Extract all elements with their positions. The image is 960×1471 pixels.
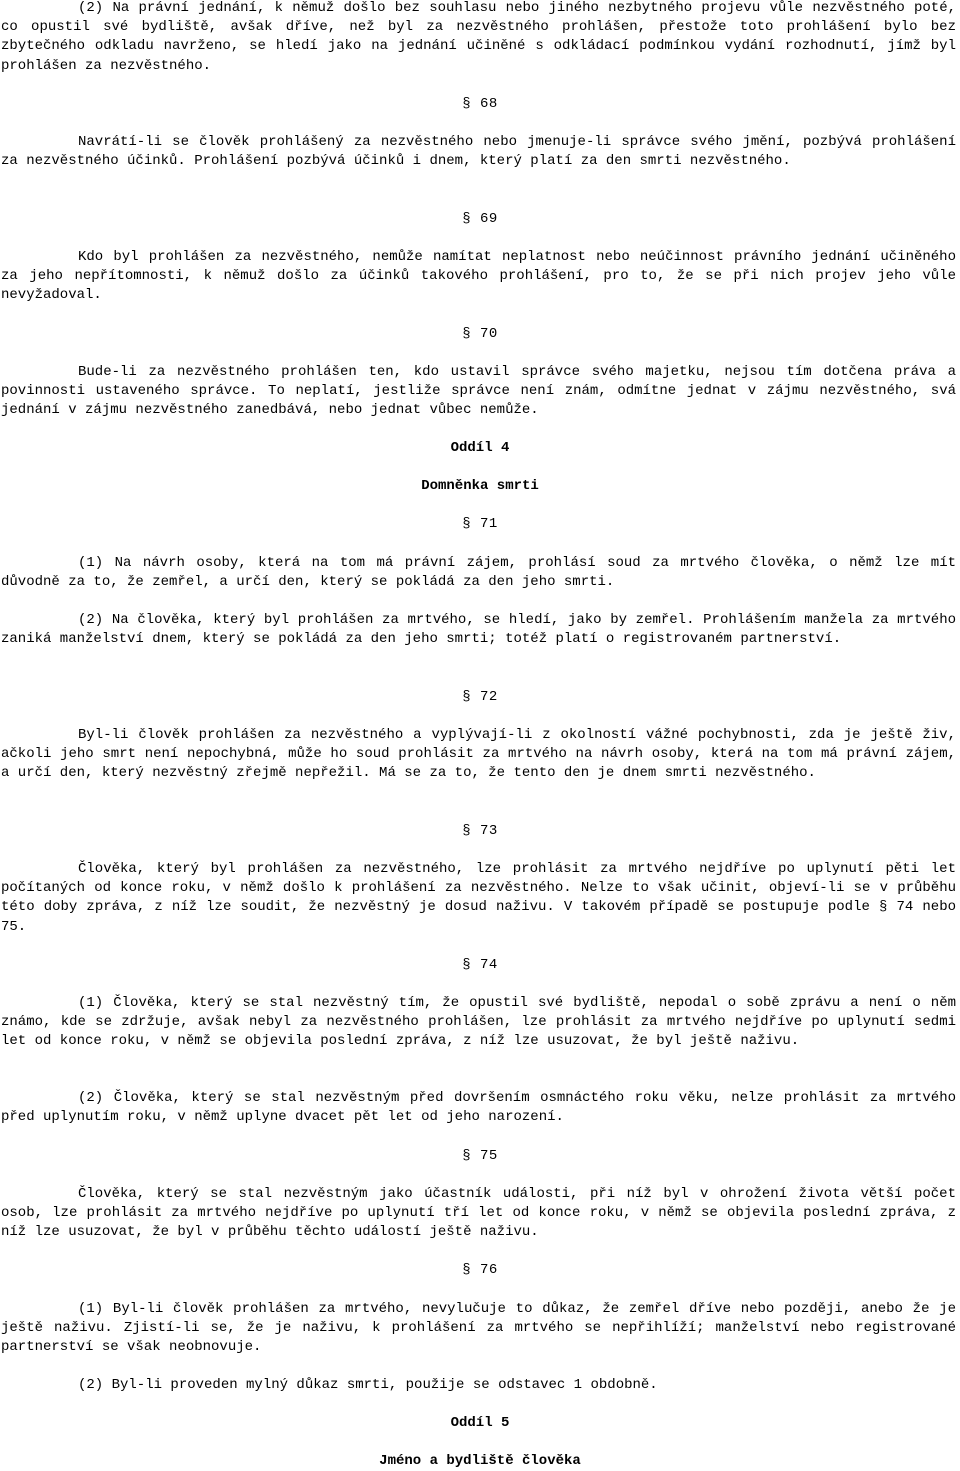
section-68-heading: § 68 (462, 96, 498, 112)
section-72-heading: § 72 (462, 689, 498, 705)
division-5-title: Oddíl 5 (450, 1415, 510, 1431)
section-74-heading: § 74 (462, 957, 498, 973)
section-73-heading: § 73 (462, 823, 498, 839)
section-69-text: Kdo byl prohlášen za nezvěstného, nemůže namítat neplatnost nebo neúčinnost právního jednání učiněného za jeho nepřítomnosti, k němuž došlo za účinků takového prohlášení, pro to, že se při nich projev jeho vůle nevyžadoval. (1, 249, 956, 304)
section-68-text: Navrátí-li se člověk prohlášený za nezvěstného nebo jmenuje-li správce svého jmění, pozbývá prohlášení za nezvěstného účinků. Prohlášení pozbývá účinků i dnem, který platí za den smrti nezvěstného. (1, 134, 956, 170)
section-70-heading: § 70 (462, 326, 498, 342)
section-71-paragraph-1: (1) Na návrh osoby, která na tom má právní zájem, prohlásí soud za mrtvého člověka, o němž lze mít důvodně za to, že zemřel, a určí den, který se pokládá za den jeho smrti. (1, 555, 956, 591)
section-75-heading: § 75 (462, 1148, 498, 1164)
section-72-text: Byl-li člověk prohlášen za nezvěstného a vyplývají-li z okolností vážné pochybnosti, zda je ještě živ, ačkoli jeho smrt není nepochybná, může ho soud prohlásit za mrtvého na návrh osoby, která na tom má právní zájem, a určí den, který nezvěstný zřejmě nepřežil. Má se za to, že tento den je dnem smrti nezvěstného. (1, 727, 956, 782)
section-75-text: Člověka, který se stal nezvěstným jako účastník události, při níž byl v ohrožení života větší počet osob, lze prohlásit za mrtvého nejdříve po uplynutí tří let od konce roku, v němž se objevila poslední zpráva, z níž lze usuzovat, že byl v průběhu těchto událostí ještě naživu. (1, 1186, 956, 1241)
section-76-paragraph-2: (2) Byl-li proveden mylný důkaz smrti, použije se odstavec 1 obdobně. (78, 1377, 658, 1393)
section-74-paragraph-2: (2) Člověka, který se stal nezvěstným před dovršením osmnáctého roku věku, nelze prohlásit za mrtvého před uplynutím roku, v němž uplyne dvacet pět let od jeho narození. (1, 1090, 956, 1126)
division-4-subtitle: Domněnka smrti (421, 478, 539, 494)
section-74-paragraph-1: (1) Člověka, který se stal nezvěstný tím, že opustil své bydliště, nepodal o sobě zprávu a není o něm známo, kde se zdržuje, avšak nebyl za nezvěstného prohlášen, lze prohlásit za mrtvého nejdříve po uplynutí sedmi let od konce roku, v němž se objevila poslední zpráva, z níž lze usuzovat, že byl ještě naživu. (1, 995, 956, 1050)
paragraph-intro-2: (2) Na právní jednání, k němuž došlo bez souhlasu nebo jiného nezbytného projevu vůle nezvěstného poté, co opustil své bydliště, avšak dříve, než byl za nezvěstného prohlášen, přestože toto prohlášení bylo bez zbytečného odkladu navrženo, se hledí jako na jednání učiněné s odkládací podmínkou vydání rozhodnutí, jímž byl prohlášen za nezvěstného. (1, 0, 956, 74)
section-70-text: Bude-li za nezvěstného prohlášen ten, kdo ustavil správce svého majetku, nejsou tím dotčena práva a povinnosti ustaveného správce. To neplatí, jestliže správce není znám, odmítne jednat v zájmu nezvěstného, svá jednání v zájmu nezvěstného zanedbává, nebo jednat vůbec nemůže. (1, 364, 956, 419)
section-71-paragraph-2: (2) Na člověka, který byl prohlášen za mrtvého, se hledí, jako by zemřel. Prohlášením manžela za mrtvého zaniká manželství dnem, který se pokládá za den jeho smrti; totéž platí o registrovaném partnerství. (1, 612, 956, 648)
division-4-title: Oddíl 4 (450, 440, 510, 456)
section-76-paragraph-1: (1) Byl-li člověk prohlášen za mrtvého, nevylučuje to důkaz, že zemřel dříve nebo později, anebo že je ještě naživu. Zjistí-li se, že je naživu, k prohlášení za mrtvého se nepřihlíží; manželství nebo registrované partnerství se však neobnovuje. (1, 1301, 956, 1356)
section-76-heading: § 76 (462, 1262, 498, 1278)
division-5-subtitle: Jméno a bydliště člověka (379, 1453, 581, 1469)
section-73-text: Člověka, který byl prohlášen za nezvěstného, lze prohlásit za mrtvého nejdříve po uplynutí pěti let počítaných od konce roku, v němž došlo k prohlášení za nezvěstného. Nelze to však učinit, objeví-li se v průběhu této doby zpráva, z níž lze soudit, že nezvěstný je dosud naživu. V takovém případě se postupuje podle § 74 nebo 75. (1, 861, 956, 935)
section-69-heading: § 69 (462, 211, 498, 227)
section-71-heading: § 71 (462, 516, 498, 532)
